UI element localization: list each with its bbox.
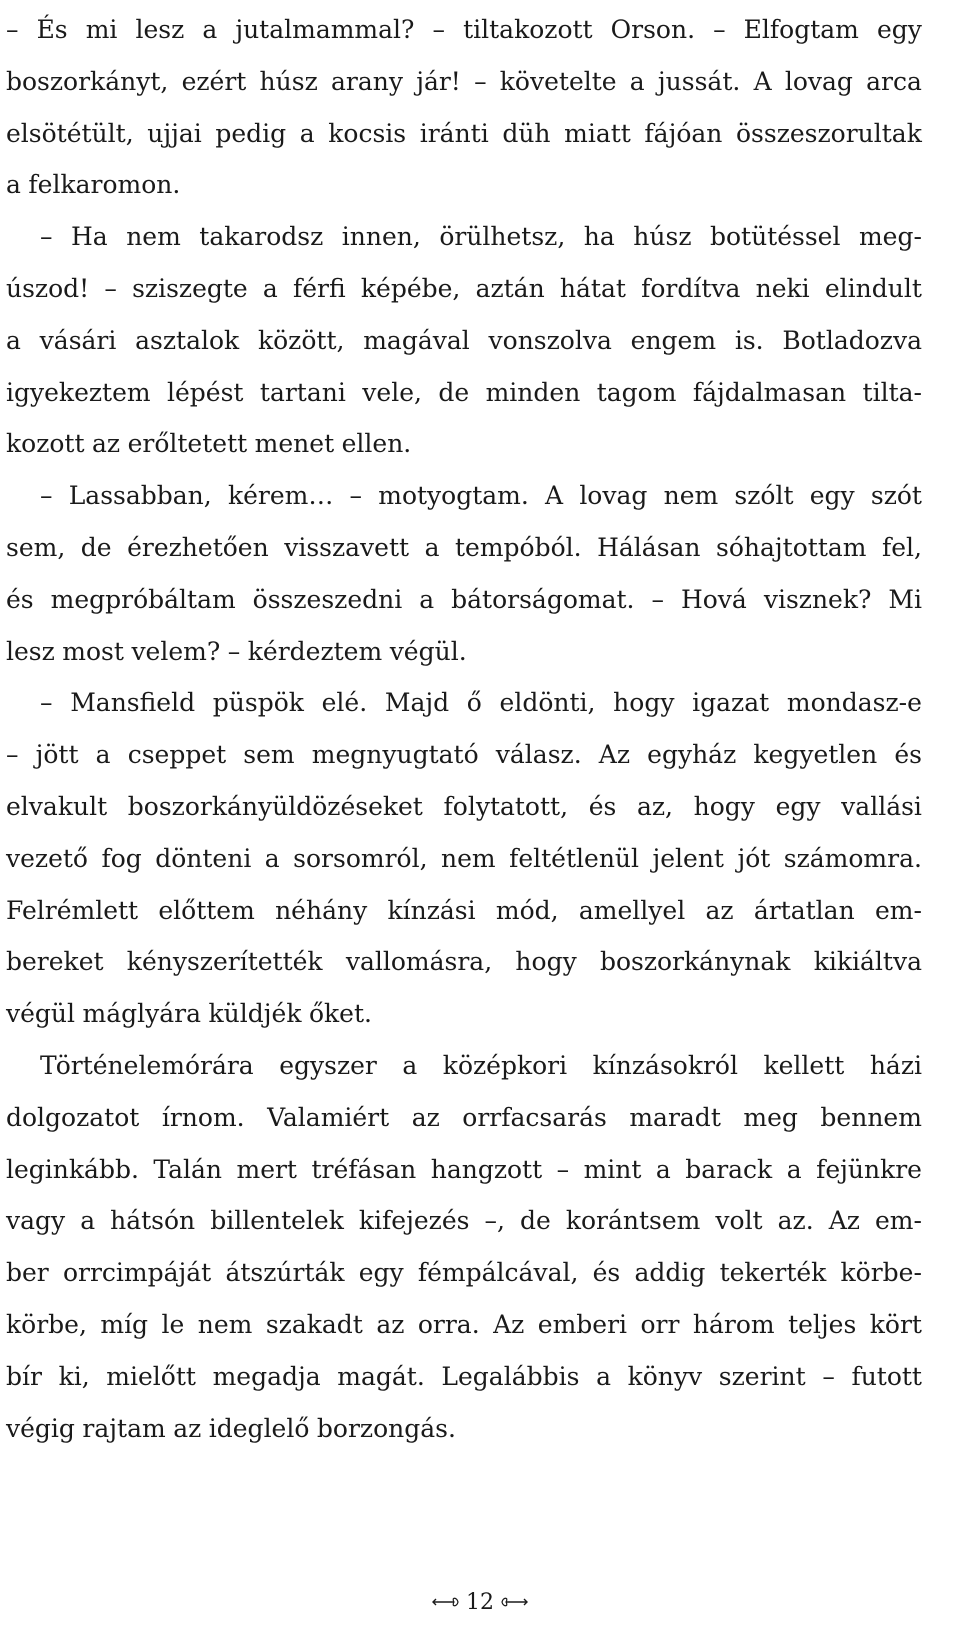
text-line: a felkaromon. <box>6 170 181 200</box>
text-line: végig rajtam az ideglelő borzongás. <box>6 1413 456 1443</box>
text-line: bereket kényszerítették vallomásra, hogy boszorkánynak kikiáltva <box>6 947 922 977</box>
text-line: lesz most velem? – kérdeztem végül. <box>6 636 467 666</box>
text-line: boszorkányt, ezért húsz arany jár! – követelte a jussát. A lovag arca <box>6 66 922 96</box>
text-line: vezető fog dönteni a sorsomról, nem feltétlenül jelent jót számomra. <box>6 843 922 873</box>
text-line: sem, de érezhetően visszavett a tempóból. Hálásan sóhajtottam fel, <box>6 532 922 562</box>
text-line: Történelemórára egyszer a középkori kínzásokról kellett házi <box>40 1050 922 1080</box>
text-line: kozott az erőltetett menet ellen. <box>6 429 412 459</box>
text-line: bír ki, mielőtt megadja magát. Legalábbis a könyv szerint – futott <box>6 1361 922 1391</box>
text-line: a vásári asztalok között, magával vonszolva engem is. Botladozva <box>6 325 922 355</box>
text-line: ber orrcimpáját átszúrták egy fémpálcával, és addig tekerték körbe- <box>6 1258 922 1288</box>
text-line: úszod! – sziszegte a férfi képébe, aztán hátat fordítva neki elindult <box>6 273 922 303</box>
page-footer <box>0 1586 960 1618</box>
text-line: – Ha nem takarodsz innen, örülhetsz, ha húsz botütéssel meg- <box>40 222 922 252</box>
text-line: – jött a cseppet sem megnyugtató válasz. Az egyház kegyetlen és <box>6 740 922 770</box>
text-line: – És mi lesz a jutalmammal? – tiltakozott Orson. – Elfogtam egy <box>6 15 922 44</box>
text-line: elsötétült, ujjai pedig a kocsis iránti düh miatt fájóan összeszorultak <box>6 118 922 148</box>
ornament-left-icon <box>432 1596 460 1608</box>
text-line: végül máglyára küldjék őket. <box>6 999 372 1029</box>
text-line: – Mansfield püspök elé. Majd ő eldönti, hogy igazat mondasz-e <box>40 688 922 718</box>
text-line: leginkább. Talán mert tréfásan hangzott – mint a barack a fejünkre <box>6 1154 922 1184</box>
text-line: és megpróbáltam összeszedni a bátorságomat. – Hová visznek? Mi <box>6 584 922 614</box>
text-line: dolgozatot írnom. Valamiért az orrfacsarás maradt meg bennem <box>6 1102 922 1132</box>
text-line: igyekeztem lépést tartani vele, de minden tagom fájdalmasan tilta- <box>6 377 922 407</box>
body-text <box>6 4 922 1454</box>
page-number: 12 <box>466 1589 494 1615</box>
text-line: elvakult boszorkányüldözéseket folytatott, és az, hogy egy vallási <box>6 791 922 821</box>
text-line: Felrémlett előttem néhány kínzási mód, amellyel az ártatlan em- <box>6 895 922 925</box>
text-line: – Lassabban, kérem… – motyogtam. A lovag nem szólt egy szót <box>40 481 922 511</box>
text-line: vagy a hátsón billentelek kifejezés –, de korántsem volt az. Az em- <box>6 1206 922 1236</box>
text-line: körbe, míg le nem szakadt az orra. Az emberi orr három teljes kört <box>6 1309 922 1339</box>
ornament-right-icon <box>500 1596 528 1608</box>
